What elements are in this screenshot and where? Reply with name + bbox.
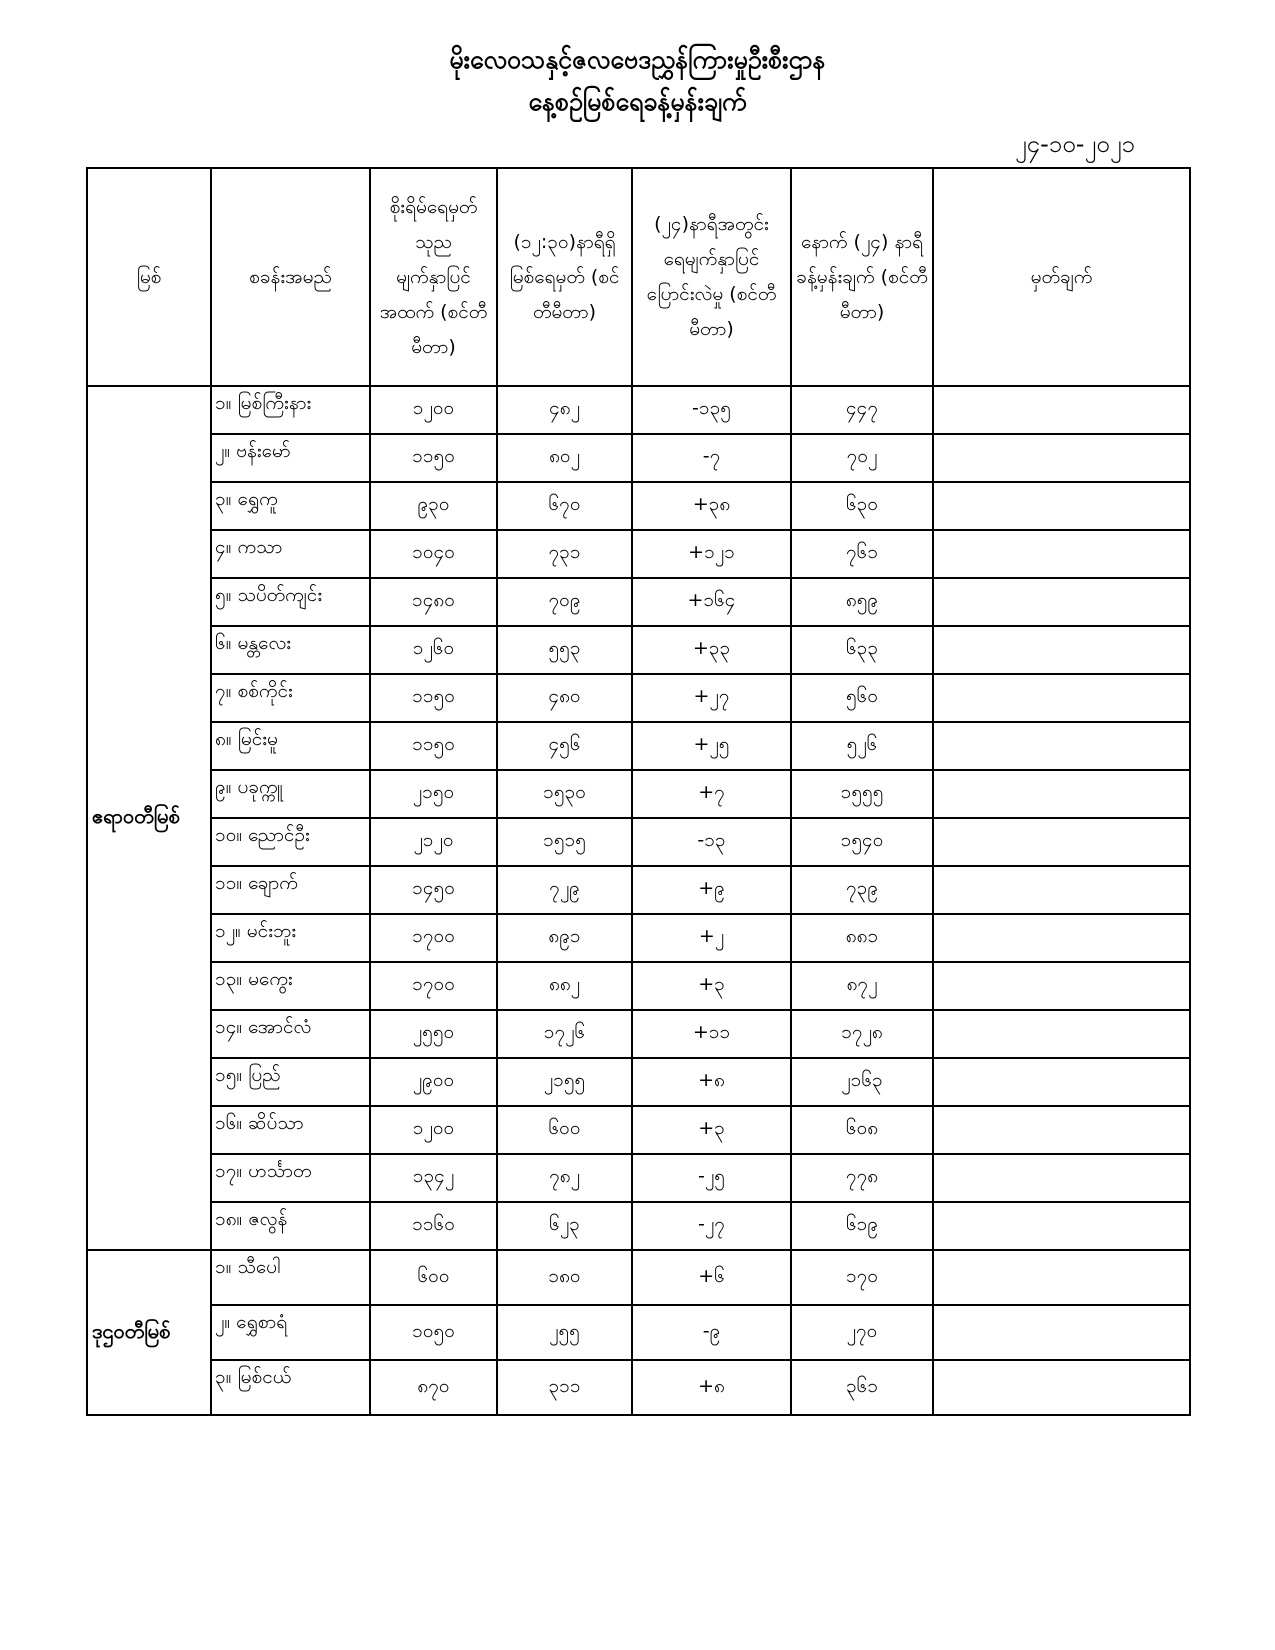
river-name: ဧရာဝတီမြစ် [87,386,211,1250]
table-row [87,386,1190,434]
danger-level: ၁၁၅၀ [370,674,497,722]
forecast-level: ၆၀၈ [791,1106,933,1154]
col-header-station: စခန်းအမည် [211,168,370,386]
station-name: ၃။ မြစ်ငယ် [211,1360,370,1415]
table-row [87,1360,1190,1415]
remark [933,1058,1190,1106]
level-change: +၃၈ [632,482,791,530]
forecast-level: ၆၁၉ [791,1202,933,1250]
station-name: ၁၆။ ဆိပ်သာ [211,1106,370,1154]
remark [933,578,1190,626]
forecast-level: ၁၇၀ [791,1250,933,1305]
remark [933,770,1190,818]
table-row [87,1106,1190,1154]
remark [933,674,1190,722]
table-row [87,482,1190,530]
remark [933,530,1190,578]
level-change: +၃ [632,1106,791,1154]
station-name: ၁၄။ အောင်လံ [211,1010,370,1058]
table-row [87,674,1190,722]
danger-level: ၆၀၀ [370,1250,497,1305]
danger-level: ၉၃၀ [370,482,497,530]
forecast-level: ၈၈၁ [791,914,933,962]
level-change: +၂၇ [632,674,791,722]
danger-level: ၁၇၀၀ [370,962,497,1010]
danger-level: ၂၁၅၀ [370,770,497,818]
remark [933,1154,1190,1202]
current-level: ၆၂၃ [497,1202,632,1250]
current-level: ၅၅၃ [497,626,632,674]
current-level: ၁၈၀ [497,1250,632,1305]
current-level: ၁၅၁၅ [497,818,632,866]
report-date: ၂၄-၁၀-၂၀၂၁ [1014,130,1135,158]
report-subtitle: နေ့စဉ်မြစ်ရေခန့်မှန်းချက် [528,87,747,116]
remark [933,1106,1190,1154]
current-level: ၆၀၀ [497,1106,632,1154]
level-change: -၇ [632,434,791,482]
remark [933,1010,1190,1058]
table-row [87,1305,1190,1360]
station-name: ၈။ မြင်းမူ [211,722,370,770]
remark [933,434,1190,482]
col-header-danger-level: စိုးရိမ်ရေမှတ် သုည မျက်နှာပြင် အထက် (စင်တီမီတာ) [370,168,497,386]
current-level: ၂၁၅၅ [497,1058,632,1106]
danger-level: ၁၃၄၂ [370,1154,497,1202]
forecast-level: ၁၅၄၀ [791,818,933,866]
station-name: ၂။ ရွှေစာရံ [211,1305,370,1360]
table-row [87,1250,1190,1305]
level-change: +၃ [632,962,791,1010]
remark [933,626,1190,674]
station-name: ၃။ ရွှေကူ [211,482,370,530]
level-change: +၁၂၁ [632,530,791,578]
current-level: ၇၀၉ [497,578,632,626]
station-name: ၁၁။ ချောက် [211,866,370,914]
level-change: +၆ [632,1250,791,1305]
current-level: ၂၅၅ [497,1305,632,1360]
table-row [87,818,1190,866]
table-row [87,1058,1190,1106]
forecast-level: ၆၃၃ [791,626,933,674]
station-name: ၁။ မြစ်ကြီးနား [211,386,370,434]
station-name: ၆။ မန္တလေး [211,626,370,674]
table-row [87,1010,1190,1058]
station-name: ၂။ ဗန်းမော် [211,434,370,482]
danger-level: ၁၁၅၀ [370,434,497,482]
station-name: ၉။ ပခုက္ကူ [211,770,370,818]
level-change: +၈ [632,1058,791,1106]
danger-level: ၁၁၆၀ [370,1202,497,1250]
danger-level: ၈၇၀ [370,1360,497,1415]
station-name: ၁၅။ ပြည် [211,1058,370,1106]
forecast-level: ၇၀၂ [791,434,933,482]
level-change: -၂၅ [632,1154,791,1202]
forecast-level: ၇၃၉ [791,866,933,914]
level-change: +၂၅ [632,722,791,770]
level-change: +၉ [632,866,791,914]
table-row [87,578,1190,626]
danger-level: ၂၅၅၀ [370,1010,497,1058]
station-name: ၁၀။ ညောင်ဦး [211,818,370,866]
forecast-level: ၅၆၀ [791,674,933,722]
level-change: +၂ [632,914,791,962]
forecast-level: ၂၁၆၃ [791,1058,933,1106]
danger-level: ၁၄၅၀ [370,866,497,914]
remark [933,482,1190,530]
forecast-level: ၇၆၁ [791,530,933,578]
current-level: ၇၃၁ [497,530,632,578]
col-header-forecast: နောက် (၂၄) နာရီ ခန့်မှန်းချက် (စင်တီမီတာ) [791,168,933,386]
forecast-level: ၄၄၇ [791,386,933,434]
table-header-row [87,168,1190,386]
current-level: ၈၉၁ [497,914,632,962]
department-title: မိုးလေဝသနှင့်ဇလဗေဒညွှန်ကြားမှုဦးစီးဌာန [449,45,826,74]
forecast-level: ၇၇၈ [791,1154,933,1202]
station-name: ၁၃။ မကွေး [211,962,370,1010]
danger-level: ၂၁၂၀ [370,818,497,866]
forecast-level: ၆၃၀ [791,482,933,530]
table-body [87,386,1190,1415]
level-change: -၁၃ [632,818,791,866]
current-level: ၇၂၉ [497,866,632,914]
danger-level: ၁၂၀၀ [370,386,497,434]
remark [933,1360,1190,1415]
level-change: +၁၁ [632,1010,791,1058]
table-row [87,722,1190,770]
danger-level: ၁၇၀၀ [370,914,497,962]
danger-level: ၁၄၈၀ [370,578,497,626]
danger-level: ၁၂၀၀ [370,1106,497,1154]
station-name: ၅။ သပိတ်ကျင်း [211,578,370,626]
station-name: ၁။ သီပေါ [211,1250,370,1305]
col-header-change: (၂၄)နာရီအတွင်း ရေမျက်နှာပြင် ပြောင်းလဲမှု (စင်တီမီတာ) [632,168,791,386]
current-level: ၆၇၀ [497,482,632,530]
remark [933,386,1190,434]
danger-level: ၁၁၅၀ [370,722,497,770]
danger-level: ၁၀၅၀ [370,1305,497,1360]
current-level: ၈၀၂ [497,434,632,482]
current-level: ၄၅၆ [497,722,632,770]
remark [933,866,1190,914]
station-name: ၇။ စစ်ကိုင်း [211,674,370,722]
table-row [87,434,1190,482]
level-change: -၁၃၅ [632,386,791,434]
remark [933,722,1190,770]
forecast-level: ၁၅၅၅ [791,770,933,818]
forecast-level: ၃၆၁ [791,1360,933,1415]
forecast-level: ၁၇၂၈ [791,1010,933,1058]
col-header-current-level: (၁၂:၃၀)နာရီရှိ မြစ်ရေမှတ် (စင်တီမီတာ) [497,168,632,386]
river-name: ဒုဌဝတီမြစ် [87,1250,211,1415]
forecast-level: ၂၇၀ [791,1305,933,1360]
level-change: +၁၆၄ [632,578,791,626]
current-level: ၈၈၂ [497,962,632,1010]
col-header-river: မြစ် [87,168,211,386]
table-row [87,914,1190,962]
remark [933,1202,1190,1250]
level-change: -၉ [632,1305,791,1360]
station-name: ၄။ ကသာ [211,530,370,578]
forecast-table [86,167,1191,1416]
current-level: ၁၅၃၀ [497,770,632,818]
level-change: +၃၃ [632,626,791,674]
table-row [87,1154,1190,1202]
forecast-level: ၅၂၆ [791,722,933,770]
level-change: +၇ [632,770,791,818]
danger-level: ၂၉၀၀ [370,1058,497,1106]
current-level: ၁၇၂၆ [497,1010,632,1058]
table-row [87,866,1190,914]
current-level: ၇၈၂ [497,1154,632,1202]
station-name: ၁၇။ ဟင်္သာတ [211,1154,370,1202]
current-level: ၄၈၂ [497,386,632,434]
station-name: ၁၈။ ဇလွန် [211,1202,370,1250]
col-header-remark: မှတ်ချက် [933,168,1190,386]
table-row [87,1202,1190,1250]
table-row [87,770,1190,818]
current-level: ၄၈၀ [497,674,632,722]
forecast-level: ၈၅၉ [791,578,933,626]
current-level: ၃၁၁ [497,1360,632,1415]
level-change: -၂၇ [632,1202,791,1250]
remark [933,1305,1190,1360]
station-name: ၁၂။ မင်းဘူး [211,914,370,962]
level-change: +၈ [632,1360,791,1415]
forecast-level: ၈၇၂ [791,962,933,1010]
remark [933,962,1190,1010]
table-row [87,962,1190,1010]
remark [933,818,1190,866]
table-row [87,530,1190,578]
remark [933,1250,1190,1305]
danger-level: ၁၂၆၀ [370,626,497,674]
danger-level: ၁၀၄၀ [370,530,497,578]
table-row [87,626,1190,674]
remark [933,914,1190,962]
